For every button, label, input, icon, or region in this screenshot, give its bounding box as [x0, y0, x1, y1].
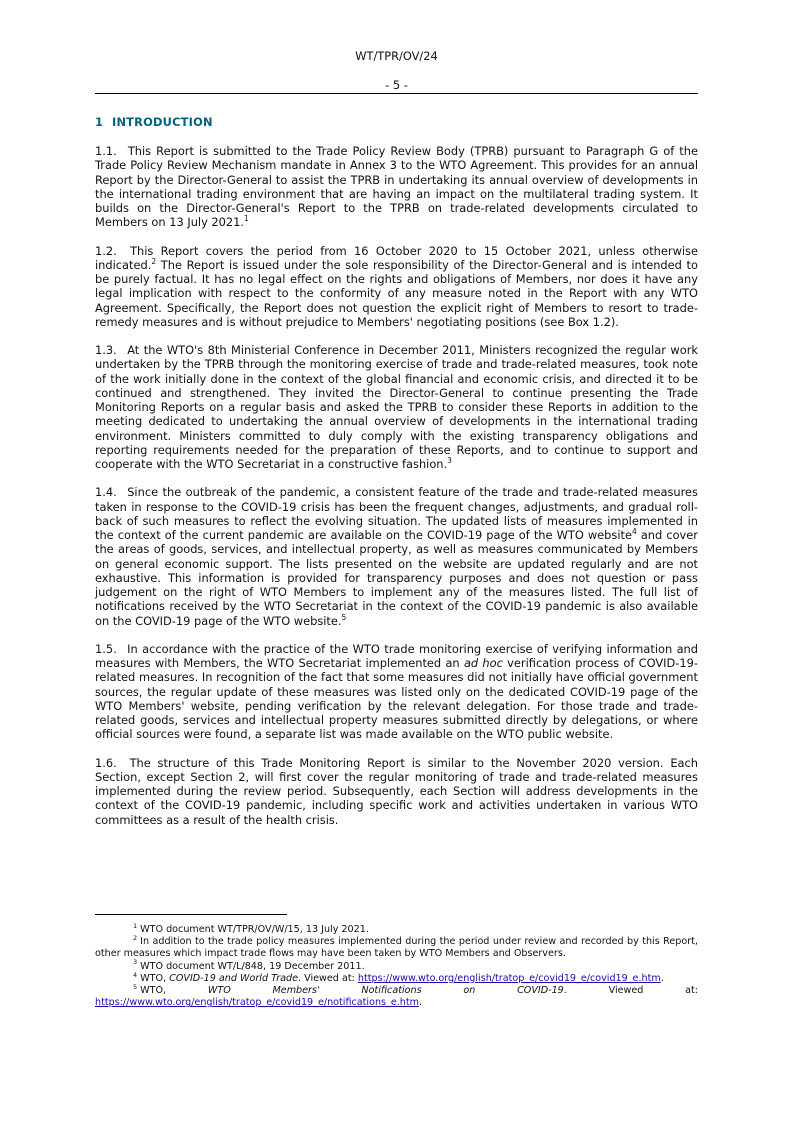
page-number: - 5 -	[385, 78, 408, 92]
paragraph-number: 1.1.	[95, 144, 117, 158]
paragraph-1-4	[95, 485, 698, 628]
footnote-text: In addition to the trade policy measures implemented during the period under review and recorded by this Report, other measures which impact trade flows may have been taken by WTO Members and Observers.	[95, 936, 698, 960]
footnote-number: 1	[133, 921, 138, 930]
paragraph-text: verification process of COVID-19-related measures. In recognition of the fact that some measures did not initially have official government sources, the regular update of these measures was listed only on the dedicated COVID-19 page of the WTO Members' website, pending verification by the relevant delegation. For those trade and trade-related goods, services and intellectual property measures submitted directly by delegations, or where official sources were found, a separate list was made available on the WTO public website.	[95, 656, 698, 742]
paragraph-number: 1.4.	[95, 485, 117, 500]
footnote-divider	[95, 914, 287, 915]
paragraph-text: The structure of this Trade Monitoring Report is similar to the November 2020 version. Each Section, except Section 2, will first cover the regular monitoring of trade and trade-related measures implemented during the review period. Subsequently, each Section will address developments in the context of the COVID-19 pandemic, including specific work and activities undertaken in various WTO committees as a result of the health crisis.	[95, 755, 698, 827]
paragraph-1-5	[95, 642, 698, 742]
footnote-number: 5	[133, 982, 138, 991]
paragraph-number: 1.3.	[95, 343, 117, 357]
paragraph-text: The Report is issued under the sole responsibility of the Director-General and is intended to be purely factual. It has no legal effect on the rights and obligations of Members, nor does it have any legal implication with respect to the conformity of any measure noted in the Report with any WTO Agreement. Specifically, the Report does not question the explicit right of Members to resort to trade-remedy measures and is without prejudice to Members' negotiating positions (see Box 1.2).	[95, 257, 698, 329]
footnote-text: WTO,	[140, 985, 208, 997]
paragraph-text: In accordance with the practice of the WTO trade monitoring exercise of verifying information and measures with Members, the WTO Secretariat implemented an	[95, 641, 699, 670]
paragraph-number: 1.5.	[95, 641, 117, 656]
footnote-1	[95, 921, 698, 936]
footnote-text: . Viewed at:	[298, 972, 355, 984]
body-text	[95, 144, 698, 841]
footnote-ref[interactable]: 4	[631, 527, 637, 537]
paragraph-text: This Report is submitted to the Trade Policy Review Body (TPRB) pursuant to Paragraph G of the Trade Policy Review Mechanism mandate in Annex 3 to the WTO Agreement. This provides for an annual Report by the Director-General to assist the TPRB in undertaking its annual overview of developments in the international trading environment that are having an impact on the multilateral trading system. It builds on the Director-General's Report to the TPRB on trade-related developments circulated to Members on 13 July 2021.	[95, 144, 699, 230]
footnote-number: 2	[133, 934, 138, 943]
paragraph-text: and cover the areas of goods, services, and intellectual property, as well as measures communicated by Members on general economic support. The lists presented on the website are updated regularly and are not exhaustive. This information is provided for transparency purposes and does not question or pass judgement on the right of WTO Members to implement any of the measures listed. The full list of notifications received by the WTO Secretariat in the context of the COVID-19 pandemic is also available on the COVID-19 page of the WTO website.	[95, 528, 698, 628]
footnote-text: . Viewed at:	[563, 985, 698, 997]
paragraph-1-1	[95, 144, 698, 230]
document-symbol: WT/TPR/OV/24	[355, 49, 438, 63]
footnotes	[95, 921, 698, 1009]
paragraph-1-2	[95, 244, 698, 330]
footnote-3	[95, 958, 698, 973]
footnote-number: 3	[133, 958, 138, 967]
italic-term: ad hoc	[463, 656, 503, 670]
paragraph-text: At the WTO's 8th Ministerial Conference in December 2011, Ministers recognized the regular work undertaken by the TPRB through the monitoring exercise of trade and trade-related measures, took note of the work initially done in the context of the global financial and economic crisis, and directed it to be continued and strengthened. They invited the Director-General to continue presenting the Trade Monitoring Reports on a regular basis and asked the TPRB to consider these Reports in addition to the meeting dedicated to undertaking the annual overview of developments in the international trading environment. Ministers committed to duly comply with the existing transparency obligations and reporting requirements needed for the preparation of these Reports, and to continue to support and cooperate with the WTO Secretariat in a constructive fashion.	[95, 343, 698, 471]
paragraph-number: 1.2.	[95, 243, 117, 258]
section-title: INTRODUCTION	[112, 115, 213, 129]
footnote-text: WTO document WT/L/848, 19 December 2011.	[140, 960, 365, 972]
footnote-title: WTO Members' Notifications on COVID-19	[207, 985, 564, 997]
paragraph-1-6	[95, 756, 698, 827]
footnote-title: COVID-19 and World Trade	[169, 972, 299, 984]
paragraph-text: Since the outbreak of the pandemic, a consistent feature of the trade and trade-related measures taken in response to the COVID-19 crisis has been the frequent changes, adjustments, and gradual roll-back of such measures to reflect the evolving situation. The updated lists of measures implemented in the context of the current pandemic are available on the COVID-19 page of the WTO website	[95, 485, 698, 542]
footnote-text: WTO document WT/TPR/OV/W/15, 13 July 2021.	[140, 924, 369, 935]
footnote-2	[95, 936, 698, 960]
footnote-ref[interactable]: 5	[341, 612, 347, 622]
footnote-text: WTO,	[140, 972, 170, 984]
footnote-text: .	[418, 997, 423, 1009]
footnote-link[interactable]: https://www.wto.org/english/tratop_e/covid19_e/notifications_e.htm	[95, 997, 419, 1009]
paragraph-number: 1.6.	[95, 755, 117, 770]
paragraph-1-3	[95, 343, 698, 471]
footnote-4	[95, 970, 698, 985]
section-number: 1	[95, 115, 104, 129]
section-heading	[95, 115, 213, 129]
footnote-link[interactable]: https://www.wto.org/english/tratop_e/covid19_e/covid19_e.htm	[357, 972, 661, 984]
footnote-ref[interactable]: 2	[151, 256, 157, 266]
paragraph-text: This Report covers the period from 16 October 2020 to 15 October 2021, unless otherwise indicated.	[95, 243, 698, 272]
header-divider	[95, 93, 698, 94]
footnote-ref[interactable]: 3	[447, 456, 452, 466]
footnote-5	[95, 982, 698, 1009]
footnote-number: 4	[133, 970, 138, 979]
footnote-text: .	[660, 972, 664, 984]
footnote-ref[interactable]: 1	[244, 214, 249, 224]
